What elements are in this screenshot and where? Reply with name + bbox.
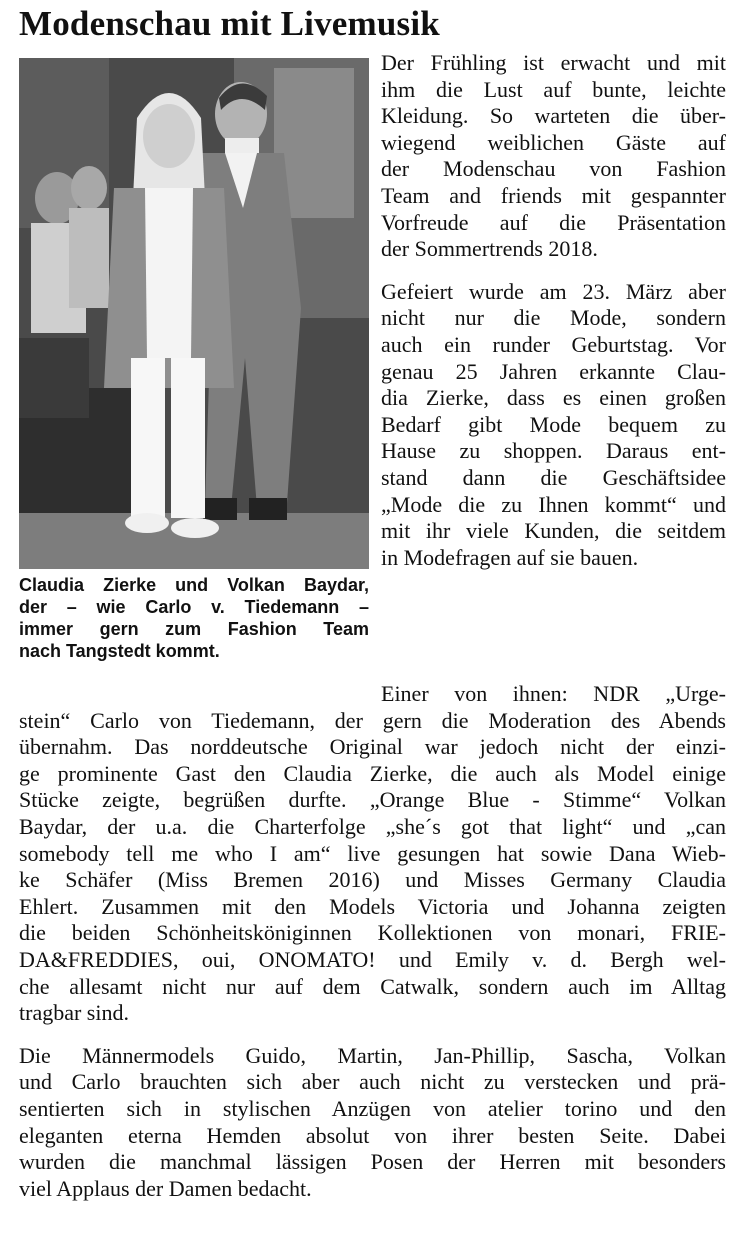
text-line: stand dann die Geschäftsidee — [381, 464, 726, 490]
paragraph-1 — [381, 50, 726, 263]
caption-line: Claudia Zierke und Volkan Baydar, — [19, 575, 369, 595]
photo-caption — [19, 574, 369, 662]
text-line: Team and friends mit gespannter — [381, 182, 726, 208]
text-line: Die Männermodels Guido, Martin, Jan-Phillip, Sascha, Volkan — [19, 1042, 726, 1068]
text-line: der Modenschau von Fashion — [381, 156, 726, 182]
text-line: der Sommertrends 2018. — [381, 236, 598, 262]
text-line: ke Schäfer (Miss Bremen 2016) und Misses Germany Claudia — [19, 867, 726, 893]
text-line: dia Zierke, dass es einen großen — [381, 385, 726, 411]
text-line: wurden die manchmal lässigen Posen der Herren mit besonders — [19, 1149, 726, 1175]
caption-line: der – wie Carlo v. Tiedemann – — [19, 597, 369, 617]
caption-line: nach Tangstedt kommt. — [19, 641, 220, 661]
text-line: ihm die Lust auf bunte, leichte — [381, 76, 726, 102]
text-line: Einer von ihnen: NDR „Urge- — [381, 681, 726, 706]
text-line: DA&FREDDIES, oui, ONOMATO! und Emily v. d. Bergh wel- — [19, 946, 726, 972]
text-line: Der Frühling ist erwacht und mit — [381, 50, 726, 75]
text-line: Vorfreude auf die Präsentation — [381, 209, 726, 235]
text-line: sentierten sich in stylischen Anzügen von atelier torino und den — [19, 1095, 726, 1121]
text-line: Kleidung. So warteten die über- — [381, 103, 726, 129]
full-width-text — [19, 681, 726, 1202]
article-photo — [19, 58, 369, 569]
paragraph-gap — [19, 1027, 726, 1043]
text-line: Bedarf gibt Mode bequem zu — [381, 411, 726, 437]
text-line: übernahm. Das norddeutsche Original war jedoch nicht der einzi- — [19, 734, 726, 760]
text-line: wiegend weiblichen Gäste auf — [381, 129, 726, 155]
text-line: che allesamt nicht nur auf dem Catwalk, sondern auch im Alltag — [19, 973, 726, 999]
text-line: in Modefragen auf sie bauen. — [381, 544, 639, 570]
text-line: Stücke zeigte, begrüßen durfte. „Orange Blue - Stimme“ Volkan — [19, 787, 726, 813]
text-line: genau 25 Jahren erkannte Clau- — [381, 358, 726, 384]
text-line: und Carlo brauchten sich aber auch nicht zu verstecken und prä- — [19, 1069, 726, 1095]
text-line: viel Applaus der Damen bedacht. — [19, 1175, 312, 1201]
paragraph-2 — [381, 279, 726, 572]
caption-line: immer gern zum Fashion Team — [19, 619, 369, 639]
text-line: tragbar sind. — [19, 1000, 129, 1026]
text-line: somebody tell me who I am“ live gesungen hat sowie Dana Wieb- — [19, 840, 726, 866]
text-line: stein“ Carlo von Tiedemann, der gern die Moderation des Abends — [19, 707, 726, 733]
article-photo-image — [19, 58, 369, 569]
right-column — [381, 50, 726, 587]
text-line: Ehlert. Zusammen mit den Models Victoria und Johanna zeigten — [19, 893, 726, 919]
text-line: Hause zu shoppen. Daraus ent- — [381, 438, 726, 464]
text-line: Baydar, der u.a. die Charterfolge „she´s got that light“ und „can — [19, 813, 726, 839]
text-line: „Mode die zu Ihnen kommt“ und — [381, 491, 726, 517]
text-line: ge prominente Gast den Claudia Zierke, die auch als Model einige — [19, 760, 726, 786]
text-line: eleganten eterna Hemden absolut von ihrer besten Seite. Dabei — [19, 1122, 726, 1148]
text-line: Gefeiert wurde am 23. März aber — [381, 278, 726, 304]
text-line: nicht nur die Mode, sondern — [381, 305, 726, 331]
article-headline: Modenschau mit Livemusik — [19, 4, 440, 43]
text-line: auch ein runder Geburtstag. Vor — [381, 331, 726, 357]
text-line: die beiden Schönheitsköniginnen Kollektionen von monari, FRIE- — [19, 920, 726, 946]
text-line: mit ihr viele Kunden, die seitdem — [381, 518, 726, 544]
